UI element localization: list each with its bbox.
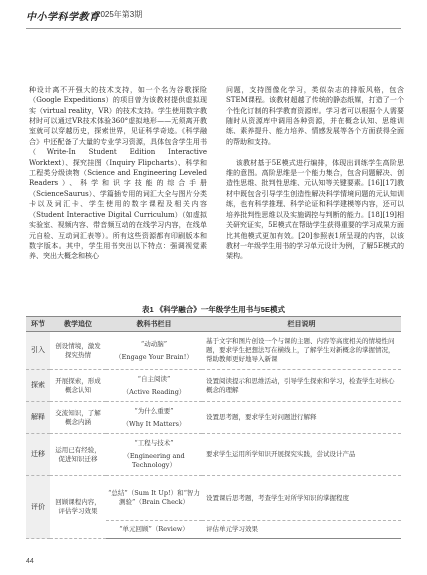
table-row xyxy=(26,370,401,402)
column-name-en: （Active Reading） xyxy=(122,387,186,396)
page-number: 44 xyxy=(26,558,34,565)
column-name: “为什么重要” xyxy=(134,406,174,415)
table-header-cell: 环节 xyxy=(26,317,50,332)
body-column-right xyxy=(226,64,404,272)
table-caption: 表1 《科学融合》一年级学生用书与5E模式 xyxy=(142,305,285,314)
table-row xyxy=(26,402,401,434)
header-divider xyxy=(26,28,401,29)
column-name: “动动脑” xyxy=(140,339,168,348)
table-header-cell: 教科书栏目 xyxy=(106,317,202,332)
stage-cell: 迁移 xyxy=(26,434,50,476)
column-name: “自主阅读” xyxy=(137,374,171,383)
column-cell xyxy=(106,402,202,434)
stage-cell: 探索 xyxy=(26,370,50,402)
description-cell: 基于文字和图片创设一个与课的主题、内容等高度相关的情境性问题，要求学生把想法写在横线上，了解学生对新概念的掌握情况，帮助教师更好地导入新课 xyxy=(202,332,401,370)
goal-cell: 回顾课程内容，评估学习效果 xyxy=(50,476,106,539)
column-name: “总结”（Sum It Up!）和“智力测验”（Brain Check） xyxy=(108,489,200,506)
column-cell xyxy=(106,476,202,521)
description-cell: 评估单元学习效果 xyxy=(202,521,401,539)
goal-cell: 运用已有经验，促进知识迁移 xyxy=(50,434,106,476)
description-cell: 要求学生运用所学知识开展探究实践，尝试设计产品 xyxy=(202,434,401,476)
table-header-cell: 教学追位 xyxy=(50,317,106,332)
table-header-row xyxy=(26,317,401,332)
column-cell xyxy=(106,434,202,476)
goal-cell: 开展探索，形成概念认知 xyxy=(50,370,106,402)
stage-cell: 引入 xyxy=(26,332,50,370)
description-cell: 设置课后思考题，考查学生对所学知识的掌握程度 xyxy=(202,476,401,521)
body-column-left xyxy=(29,64,210,272)
page-header xyxy=(26,8,406,24)
journal-logo: 中小学科学教育 xyxy=(26,12,100,23)
table-row xyxy=(26,476,401,521)
body-paragraph-left: 种设计离不开强大的技术支持，如一个名为谷歌探险（Google Expeditions）的项目曾为该教材提供虚拟现实（virtual reality，VR）的技术支持。学生使用数字教材时可以通过VR技术体验360°虚拟地形——无须离开教室就可以穿越历史，探索世界，见证科学奇迹。《科学融合》中还配备了大量的专业学习资源，具体包含学生用书（Write-In Student Edition Interactive Worktext）、探究挂图（Inquiry Flipcharts）、科学和工程类分级读物（Science and Engineering Leveled Readers）、科学和识字技能的综合手册（ScienceSaurus）、学篇插专用的词汇大全与图片分类卡以及词汇卡、学生使用的数字课程及相关内容（Student Interactive Digital Curriculum）（如虚拟实验室、视频内容、带音频互动的在线学习内容，在线单元自检、互动词汇表等）。所有这些资源都有印刷版本和数字版本。其中，学生用书突出以下特点：强调视觉素养、突出大概念和核心 xyxy=(29,85,210,261)
goal-cell: 创设情境，激发探究热情 xyxy=(50,332,106,370)
column-name: “单元回顾”（Review） xyxy=(119,525,189,533)
table-row xyxy=(26,332,401,370)
column-name: “工程与技术” xyxy=(134,439,174,447)
description-cell: 设置思考题，要求学生对问题进行解释 xyxy=(202,402,401,434)
column-name-en: （Engage Your Brain!） xyxy=(115,352,193,361)
column-name-en: （Why It Matters） xyxy=(122,419,186,428)
column-cell xyxy=(106,521,202,539)
column-cell xyxy=(106,332,202,370)
description-cell: 设置阅读提示和思维活动，引导学生探索和学习，检查学生对核心概念的理解 xyxy=(202,370,401,402)
issue-label: 2025年第3期 xyxy=(96,10,143,19)
body-paragraph-right: 问题，支持图像化学习，类似杂志的排版风格，包含STEM课程。该教材超越了传统的静态纸媒，打造了一个个性化订制的科学教育资源库。学习者可以根据个人需要随时从资源库中调用各种资源，并在概念认知、思维训练、素养提升、能力培养、情感发展等各个方面获得全面的帮助和支持。 该教材基于5E模式进行编排，体现出训练学生高阶思维的意图。高阶思维是一个能力集合，包含问题解决、创造性思维、批判性思维、元认知等关键要素。[16][17]教材中既包含引导学生创造性解决科学情境问题的元认知训练，也有科学推理、科学论证和科学建模等内容，还可以培养批判性思维以及实施调控与判断的能力。[18][19]相关研究证实，5E模式在帮助学生获得重要的学习成果方面比其他模式更加有效。[20]参照表1所呈现的内容，以该教材一年级学生用书的学习单元设计为例，了解5E模式的架构。 xyxy=(226,85,404,261)
goal-cell: 交流知识，了解概念内涵 xyxy=(50,402,106,434)
table-row xyxy=(26,434,401,476)
table-header-cell: 栏目说明 xyxy=(202,317,401,332)
column-name-en: （Engineering and Technology） xyxy=(123,452,185,469)
column-cell xyxy=(106,370,202,402)
stage-cell: 评价 xyxy=(26,476,50,539)
lesson-table xyxy=(26,316,401,539)
stage-cell: 解释 xyxy=(26,402,50,434)
